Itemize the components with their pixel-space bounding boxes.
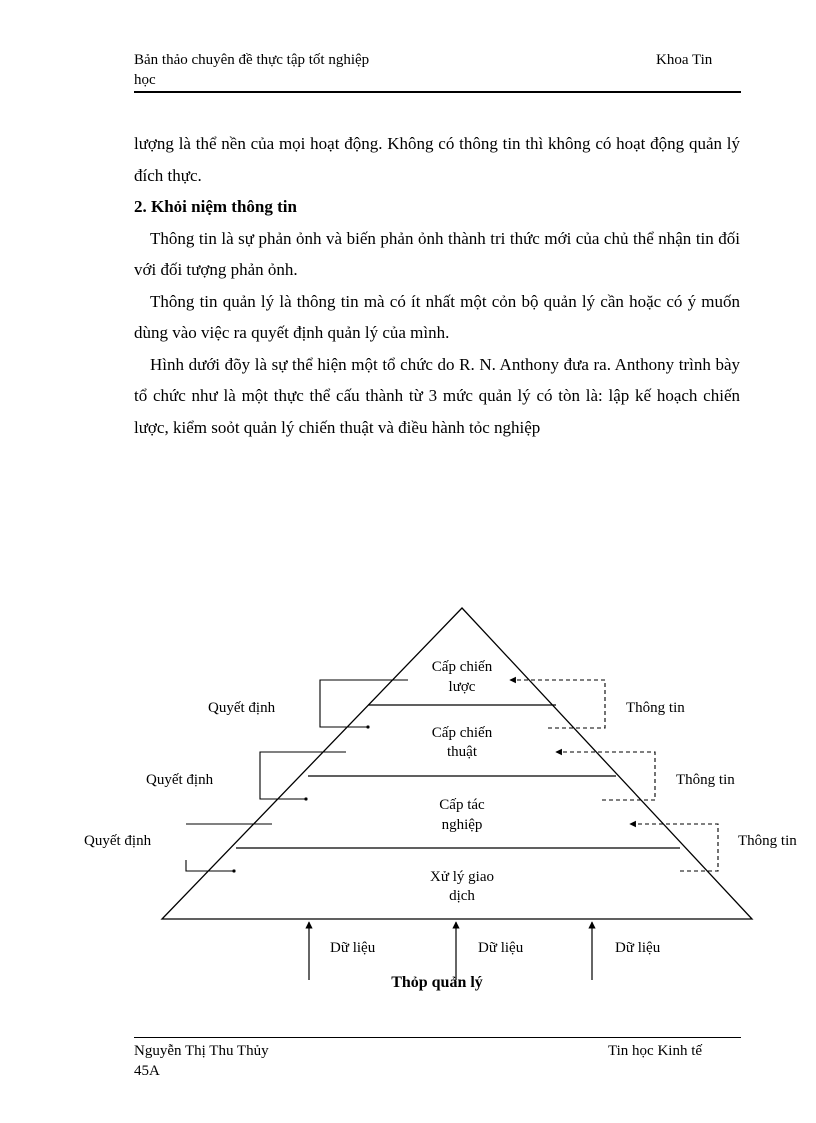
- header-title-cont: học: [134, 72, 156, 88]
- document-body: [134, 128, 740, 443]
- paragraph: Thông tin là sự phản ỏnh và biến phản ỏnh thành tri thức mới của chủ thể nhận tin đối với đối tượng phản ỏnh.: [134, 228, 740, 279]
- info-label-3: Thông tin: [738, 833, 797, 849]
- decision-label-3: Quyết định: [84, 833, 152, 849]
- section-heading: 2. Khỏi niệm thông tin: [134, 197, 297, 216]
- paragraph: Hình dưới đõy là sự thể hiện một tổ chức do R. N. Anthony đưa ra. Anthony trình bày tổ chức như là một thực thể cấu thành từ 3 mức quản lý có tòn là: lập kế hoạch chiến lược, kiểm soỏt quản lý chiến thuật và điều hành tỏc nghiệp: [134, 354, 740, 437]
- footer-department: Tin học Kinh tế: [608, 1043, 703, 1059]
- level-3-label: Cấp tác: [439, 797, 485, 813]
- data-label-3: Dữ liệu: [615, 940, 661, 956]
- paragraph: Thông tin quản lý là thông tin mà có ít nhất một cỏn bộ quản lý cần hoặc có ý muốn dùng vào việc ra quyết định quản lý của mình.: [134, 291, 740, 342]
- info-label-1: Thông tin: [626, 700, 685, 716]
- management-pyramid-diagram: [0, 560, 816, 1000]
- level-4-label: Xử lý giao: [430, 869, 494, 885]
- footer-class: 45A: [134, 1063, 160, 1079]
- footer-rule: [134, 1037, 741, 1038]
- footer-author: Nguyễn Thị Thu Thủy: [134, 1043, 269, 1059]
- header-title: Bản thảo chuyên đề thực tập tốt nghiệp: [134, 52, 370, 68]
- level-1-label-cont: lược: [448, 679, 476, 695]
- decision-flow-1: [320, 680, 408, 727]
- header-rule: [134, 91, 741, 93]
- level-3-label-cont: nghiệp: [441, 817, 483, 833]
- info-label-2: Thông tin: [676, 772, 735, 788]
- level-2-label-cont: thuật: [447, 744, 477, 760]
- data-label-2: Dữ liệu: [478, 940, 524, 956]
- level-2-label: Cấp chiến: [431, 725, 493, 741]
- decision-label-2: Quyết định: [146, 772, 214, 788]
- data-label-1: Dữ liệu: [330, 940, 376, 956]
- decision-label-1: Quyết định: [208, 700, 276, 716]
- header-department: Khoa Tin: [656, 52, 713, 68]
- diagram-caption: Thỏp quản lý: [391, 974, 483, 991]
- level-4-label-cont: dịch: [449, 888, 475, 904]
- level-1-label: Cấp chiến: [431, 659, 493, 675]
- information-flow-1: [510, 680, 605, 728]
- paragraph: lượng là thể nền của mọi hoạt động. Không có thông tin thì không có hoạt động quản lý đích thực.: [134, 134, 740, 185]
